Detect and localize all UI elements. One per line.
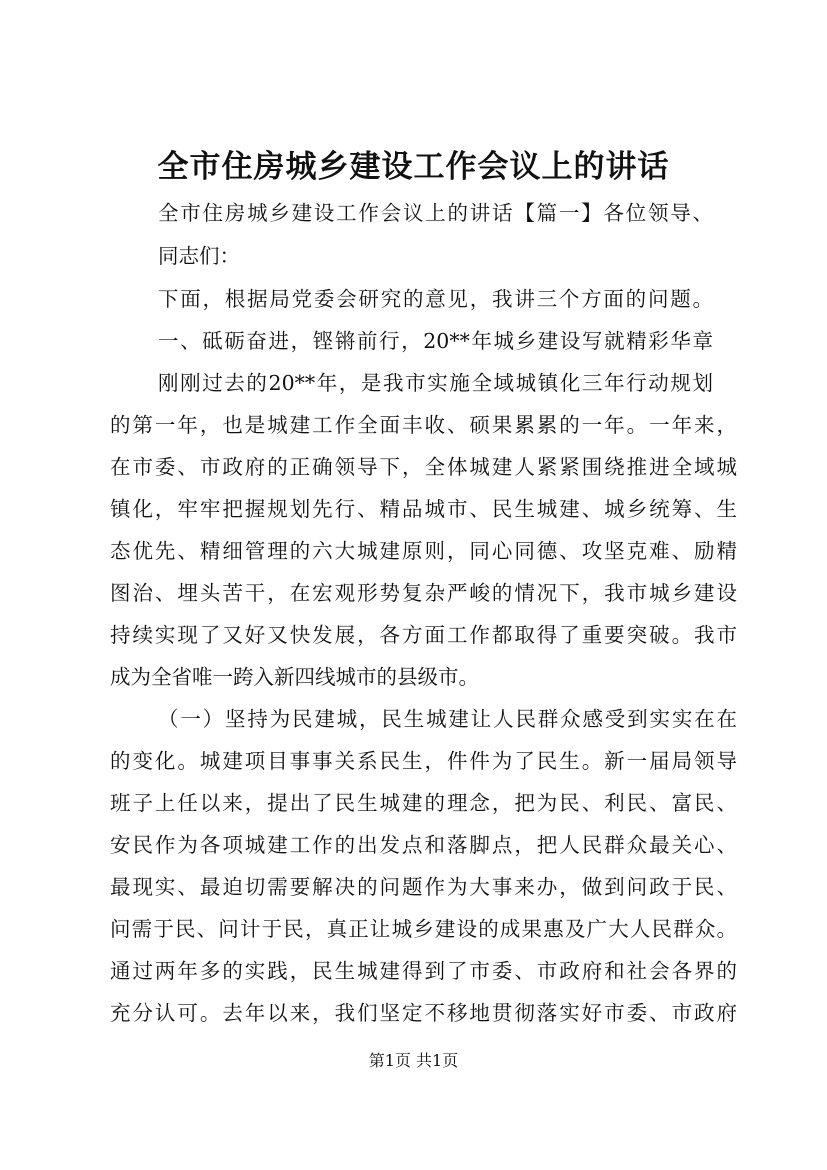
- paragraph-line: 刚刚过去的20**年，是我市实施全域城镇化三年行动规划: [158, 371, 713, 395]
- paragraph-line: 态优先、精细管理的六大城建原则，同心同德、攻坚克难、励精: [110, 539, 737, 563]
- paragraph-line: 成为全省唯一跨入新四线城市的县级市。: [110, 665, 479, 689]
- section-heading: 一、砥砺奋进，铿锵前行，20**年城乡建设写就精彩华章: [158, 329, 713, 353]
- paragraph-line: 在市委、市政府的正确领导下，全体城建人紧紧围绕推进全域城: [110, 455, 737, 479]
- paragraph-line: 通过两年多的实践，民生城建得到了市委、市政府和社会各界的: [110, 959, 737, 983]
- subsection-line: （一）坚持为民建城，民生城建让人民群众感受到实实在在: [158, 707, 737, 731]
- paragraph-line: 图治、埋头苦干，在宏观形势复杂严峻的情况下，我市城乡建设: [110, 581, 737, 605]
- paragraph-line: 班子上任以来，提出了民生城建的理念，把为民、利民、富民、: [110, 791, 737, 815]
- paragraph-line: 的第一年，也是城建工作全面丰收、硕果累累的一年。一年来，: [110, 413, 737, 437]
- paragraph-line: 充分认可。去年以来，我们坚定不移地贯彻落实好市委、市政府: [110, 1001, 737, 1025]
- paragraph-line: 的变化。城建项目事事关系民生，件件为了民生。新一届局领导: [110, 749, 737, 773]
- page-footer: 第1页 共1页: [368, 1051, 459, 1070]
- paragraph-line: 持续实现了又好又快发展，各方面工作都取得了重要突破。我市: [110, 623, 737, 647]
- paragraph-line: 镇化，牢牢把握规划先行、精品城市、民生城建、城乡统筹、生: [110, 497, 737, 521]
- document-title: 全市住房城乡建设工作会议上的讲话: [157, 149, 670, 185]
- paragraph-line: 最现实、最迫切需要解决的问题作为大事来办，做到问政于民、: [110, 875, 737, 899]
- paragraph-line: 问需于民、问计于民，真正让城乡建设的成果惠及广大人民群众。: [110, 917, 737, 941]
- paragraph-line: 安民作为各项城建工作的出发点和落脚点，把人民群众最关心、: [110, 833, 737, 857]
- paragraph-line: 全市住房城乡建设工作会议上的讲话【篇一】各位领导、: [158, 201, 713, 225]
- paragraph-line: 下面，根据局党委会研究的意见，我讲三个方面的问题。: [158, 287, 713, 311]
- paragraph-line: 同志们：: [158, 244, 240, 268]
